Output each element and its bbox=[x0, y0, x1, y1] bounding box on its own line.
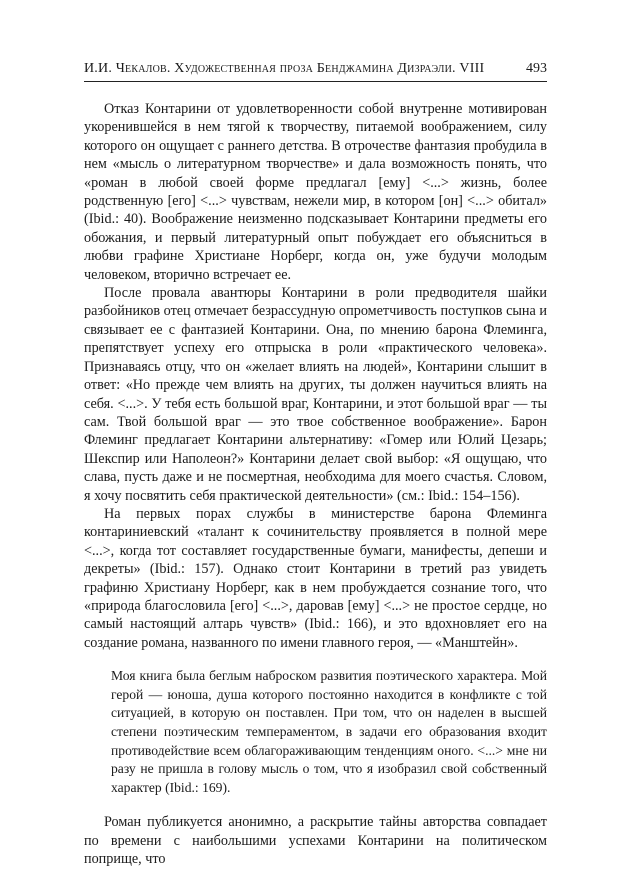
paragraph: На первых порах службы в министерстве барона Флеминга контариниевский «талант к сочинительству проявляется в полной мере <...>, когда тот составляет государственные бумаги, манифесты, депеши и декреты» (Ibid.: 157). Однако стоит Контарини в третий раз увидеть графиню Христиану Норберг, как в нем пробуждается сознание того, что «природа благословила [его] <...>, даровав [ему] <...> не простое сердце, но самый настоящий алтарь чувств» (Ibid.: 166), и это вдохновляет его на создание романа, названного по имени главного героя, — «Манштейн». bbox=[84, 505, 547, 651]
block-quote: Моя книга была беглым наброском развития поэтического характера. Мой герой — юноша, душа которого постоянно находится в конфликте с той ситуацией, в которую он поставлен. При том, что он наделен в высшей степени поэтическим темпераментом, в задачи его образования входит противодействие всем облагораживающим тенденциям оного. <...> мне ни разу не пришла в голову мысль о том, что я изобразил свой собственный характер (Ibid.: 169). bbox=[111, 668, 547, 795]
page-number: 493 bbox=[526, 61, 547, 76]
paragraph: После провала авантюры Контарини в роли предводителя шайки разбойников отец отмечает безрассудную опрометчивость поступков сына и связывает ее с фантазией Контарини. Она, по мнению барона Флеминга, препятствует успеху его отпрыска в роли «практического человека». Признаваясь отцу, что он «желает влиять на людей», Контарини слышит в ответ: «Но прежде чем влиять на других, ты должен научиться влиять на себя. <...>. У тебя есть большой враг, Контарини, и этот большой враг — ты сам. Твой большой враг — это твое собственное воображение». Барон Флеминг предлагает Контарини альтернативу: «Гомер или Юлий Цезарь; Шекспир или Наполеон?» Контарини делает свой выбор: «Я ощущаю, что слава, пусть даже и не посмертная, необходима для моего счастья. Словом, я хочу посвятить себя практической деятельности» (см.: Ibid.: 154–156). bbox=[84, 285, 547, 504]
running-title: И.И. Чекалов. Художественная проза Бенджамина Дизраэли. VIII bbox=[84, 61, 485, 76]
paragraph: Роман публикуется анонимно, а раскрытие тайны авторства совпадает по времени с наибольшими успехами Контарини на политическом поприще, что bbox=[84, 814, 547, 868]
body-text bbox=[84, 100, 547, 869]
running-header bbox=[84, 60, 547, 82]
paragraph: Отказ Контарини от удовлетворенности собой внутренне мотивирован укоренившейся в нем тягой к творчеству, питаемой воображением, силу которого он ощущает с раннего детства. В отрочестве фантазия пробудила в нем «мысль о литературном творчестве» и дала возможность понять, что «роман в любой своей форме предлагал [ему] <...> жизнь, более родственную [его] <...> чувствам, нежели мир, в котором [он] <...> обитал» (Ibid.: 40). Воображение неизменно подсказывает Контарини предметы его обожания, и первый литературный опыт побуждает его объясниться в любви графине Христиане Норберг, когда он, уже будучи молодым человеком, вторично встречает ее. bbox=[84, 101, 547, 283]
